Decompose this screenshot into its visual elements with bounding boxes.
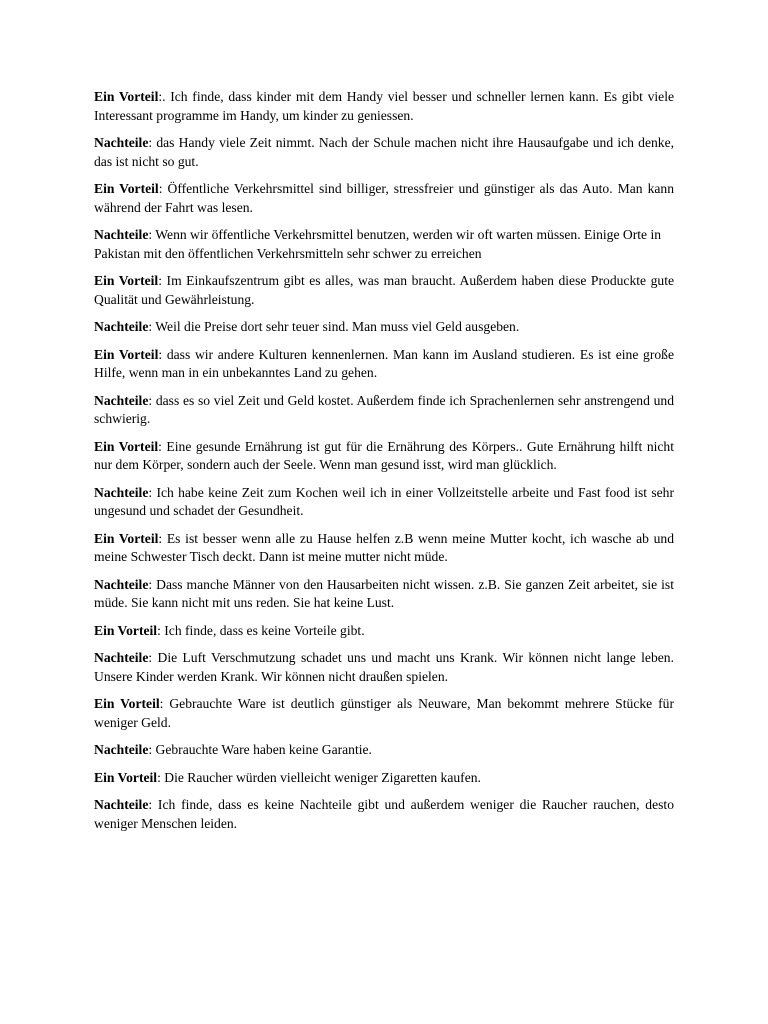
document-page xyxy=(94,88,674,842)
paragraph-text: : Weil die Preise dort sehr teuer sind. Man muss viel Geld ausgeben. xyxy=(148,319,520,334)
paragraph-text: : Ich finde, dass es keine Vorteile gibt. xyxy=(157,622,365,638)
paragraph-label: Nachteile xyxy=(94,135,149,150)
paragraph-vorteil-raucher xyxy=(94,769,674,788)
paragraph-text: : Ich habe keine Zeit zum Kochen weil ich in einer Vollzeitstelle arbeite und Fast food ist sehr ungesund und schadet der Gesundheit. xyxy=(94,484,674,518)
paragraph-label: Ein Vorteil xyxy=(94,273,159,288)
paragraph-text: : Ich finde, dass es keine Nachteile gibt und außerdem weniger die Raucher rauchen, desto weniger Menschen leiden. xyxy=(94,797,674,831)
paragraph-vorteil-einkaufszentrum xyxy=(94,272,674,309)
paragraph-nachteile-verkehrsmittel xyxy=(94,226,674,263)
paragraph-label: Ein Vorteil xyxy=(94,346,159,362)
paragraph-text: : Im Einkaufszentrum gibt es alles, was man braucht. Außerdem haben diese Produckte gute Qualität und Gewährleistung. xyxy=(94,273,674,307)
paragraph-nachteile-handy xyxy=(94,134,674,171)
paragraph-label: Nachteile xyxy=(94,484,149,500)
paragraph-label: Ein Vorteil xyxy=(94,696,160,711)
paragraph-text: : Es ist besser wenn alle zu Hause helfen z.B wenn meine Mutter kocht, ich wasche ab und meine Schwester Tisch deckt. Dann ist meine mutter nicht müde. xyxy=(94,530,674,564)
paragraph-text: :. Ich finde, dass kinder mit dem Handy viel besser und schneller lernen kann. Es gibt viele Interessant programme im Handy, um kinder zu geniessen. xyxy=(94,89,674,123)
paragraph-vorteil-handy xyxy=(94,88,674,125)
paragraph-label: Ein Vorteil xyxy=(94,438,159,454)
paragraph-text: : dass es so viel Zeit und Geld kostet. Außerdem finde ich Sprachenlernen sehr anstrengend und schwierig. xyxy=(94,392,674,426)
paragraph-nachteile-ernaehrung xyxy=(94,484,674,521)
paragraph-text: : Eine gesunde Ernährung ist gut für die Ernährung des Körpers.. Gute Ernährung hilft nicht nur dem Körper, sondern auch der Seele. Wenn man gesund isst, wird man glücklich. xyxy=(94,438,674,472)
paragraph-nachteile-luft xyxy=(94,649,674,686)
paragraph-label: Nachteile xyxy=(94,576,149,592)
paragraph-label: Ein Vorteil xyxy=(94,530,159,546)
paragraph-vorteil-luft xyxy=(94,622,674,641)
paragraph-label: Ein Vorteil xyxy=(94,89,159,104)
paragraph-text: : Dass manche Männer von den Hausarbeiten nicht wissen. z.B. Sie ganzen Zeit arbeitet, sie ist müde. Sie kann nicht mit uns reden. Sie hat keine Lust. xyxy=(94,576,674,610)
paragraph-text: : Die Luft Verschmutzung schadet uns und macht uns Krank. Wir können nicht lange leben. Unsere Kinder werden Krank. Wir können nicht draußen spielen. xyxy=(94,650,674,684)
paragraph-label: Nachteile xyxy=(94,319,149,334)
paragraph-nachteile-raucher xyxy=(94,796,674,833)
paragraph-vorteil-gebrauchte-ware xyxy=(94,695,674,732)
paragraph-text: : das Handy viele Zeit nimmt. Nach der Schule machen nicht ihre Hausaufgabe und ich denke, das ist nicht so gut. xyxy=(94,135,674,169)
paragraph-label: Ein Vorteil xyxy=(94,769,158,785)
paragraph-nachteile-ausland xyxy=(94,392,674,429)
paragraph-label: Ein Vorteil xyxy=(94,181,159,196)
paragraph-text: : Wenn wir öffentliche Verkehrsmittel benutzen, werden wir oft warten müssen. Einige Orte in Pakistan mit den öffentlichen Verkehrsmitteln sehr schwer zu erreichen xyxy=(94,227,662,261)
paragraph-text: : dass wir andere Kulturen kennenlernen. Man kann im Ausland studieren. Es ist eine große Hilfe, wenn man in ein unbekanntes Land zu gehen. xyxy=(94,346,674,380)
paragraph-text: : Gebrauchte Ware haben keine Garantie. xyxy=(148,742,372,757)
paragraph-vorteil-hausarbeit xyxy=(94,530,674,567)
paragraph-label: Ein Vorteil xyxy=(94,622,158,638)
paragraph-nachteile-hausarbeit xyxy=(94,576,674,613)
paragraph-label: Nachteile xyxy=(94,742,149,757)
paragraph-label: Nachteile xyxy=(94,797,149,812)
paragraph-text: : Gebrauchte Ware ist deutlich günstiger als Neuware, Man bekommt mehrere Stücke für weniger Geld. xyxy=(94,696,674,730)
paragraph-label: Nachteile xyxy=(94,650,149,665)
paragraph-vorteil-ernaehrung xyxy=(94,438,674,475)
paragraph-label: Nachteile xyxy=(94,392,149,408)
paragraph-vorteil-ausland xyxy=(94,346,674,383)
paragraph-label: Nachteile xyxy=(94,227,149,242)
paragraph-nachteile-gebrauchte-ware xyxy=(94,741,674,760)
paragraph-vorteil-verkehrsmittel xyxy=(94,180,674,217)
paragraph-nachteile-einkaufszentrum xyxy=(94,318,674,337)
paragraph-text: : Öffentliche Verkehrsmittel sind billiger, stressfreier und günstiger als das Auto. Man kann während der Fahrt was lesen. xyxy=(94,181,674,215)
paragraph-text: : Die Raucher würden vielleicht weniger Zigaretten kaufen. xyxy=(157,769,481,785)
